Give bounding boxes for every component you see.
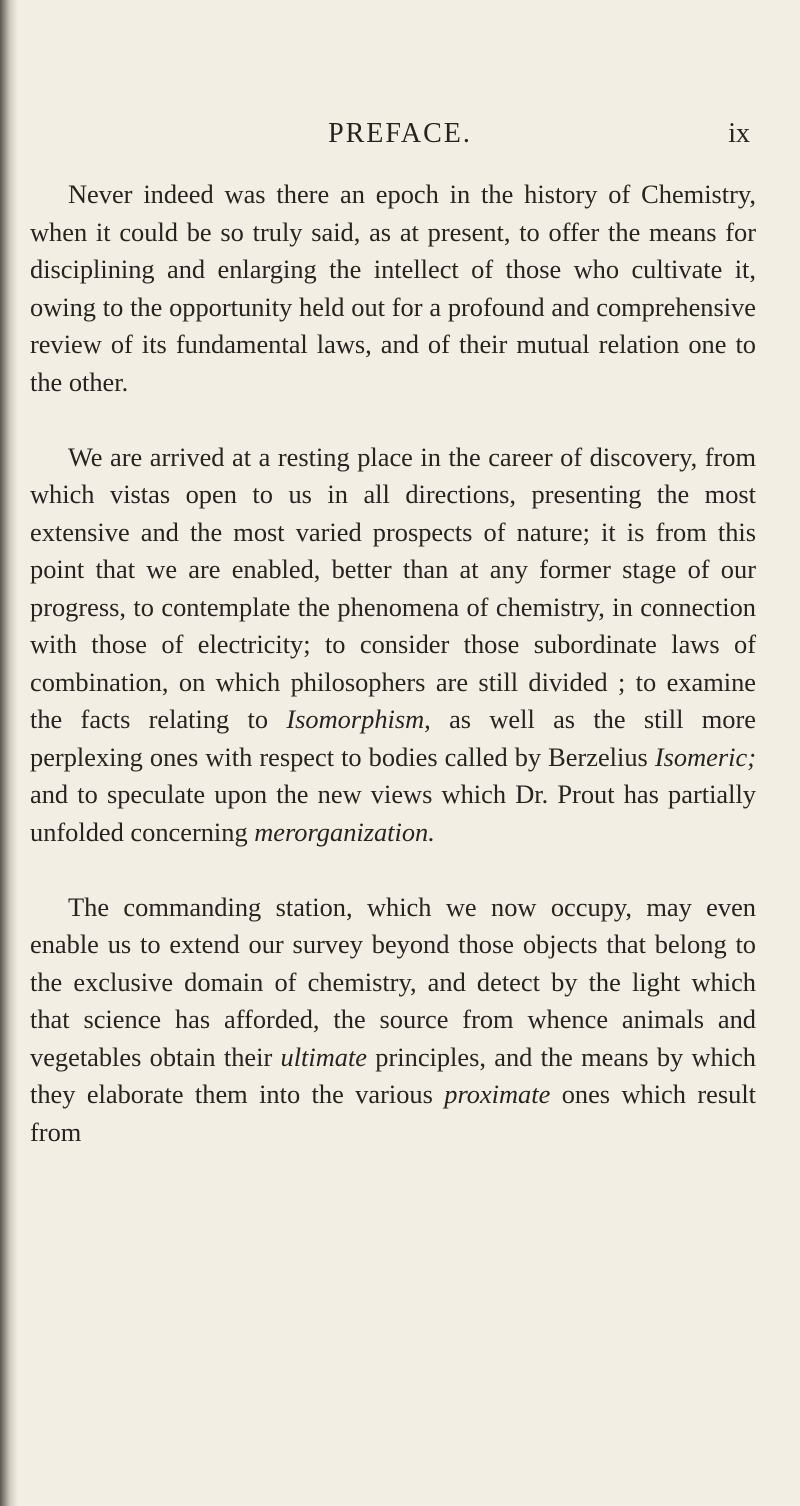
paragraph-2-text-b: as well as the still more perplexing ones with respect to bodies called by Berzelius [30,704,756,772]
page-number: ix [728,118,750,149]
paragraph-2 [30,439,756,852]
running-head: PREFACE. [328,118,472,149]
page-header [0,118,800,158]
paragraph-3-text-b: principles, and the means by which they elaborate them into the various [30,1041,756,1109]
term-isomeric: Isomeric; [654,741,756,772]
term-proximate: proximate [444,1079,551,1109]
body-text [30,176,756,1189]
term-ultimate: ultimate [280,1041,368,1072]
paragraph-3-text-c: ones which result from [30,1079,756,1147]
term-isomorphism: Isomorphism, [286,704,431,734]
paragraph-2-text-c: and to speculate upon the new views which Dr. Prout has partially unfolded concerning [30,779,756,847]
paragraph-1: Never indeed was there an epoch in the history of Chemistry, when it could be so truly said, as at present, to offer the means for disciplining and enlarging the intellect of those who cultivate it, owing to the opportunity held out for a profound and comprehensive review of its fundamental laws, and of their mutual relation one to the other. [30,179,756,397]
paragraph-3 [30,889,756,1152]
term-merorganization: merorganization. [254,816,435,847]
paragraph-3-text-a: The commanding station, which we now occupy, may even enable us to extend our survey beyond those objects that belong to the exclusive domain of chemistry, and detect by the light which that science has afforded, the source from whence animals and vegetables obtain their [30,891,756,1072]
paragraph-2-text-a: We are arrived at a resting place in the career of discovery, from which vistas open to us in all directions, presenting the most extensive and the most varied prospects of nature; it is from this point that we are enabled, better than at any former stage of our progress, to contemplate the phenomena of chemistry, in connection with those of electricity; to consider those subordinate laws of combination, on which philosophers are still divided ; to examine the facts relating to [30,441,756,734]
